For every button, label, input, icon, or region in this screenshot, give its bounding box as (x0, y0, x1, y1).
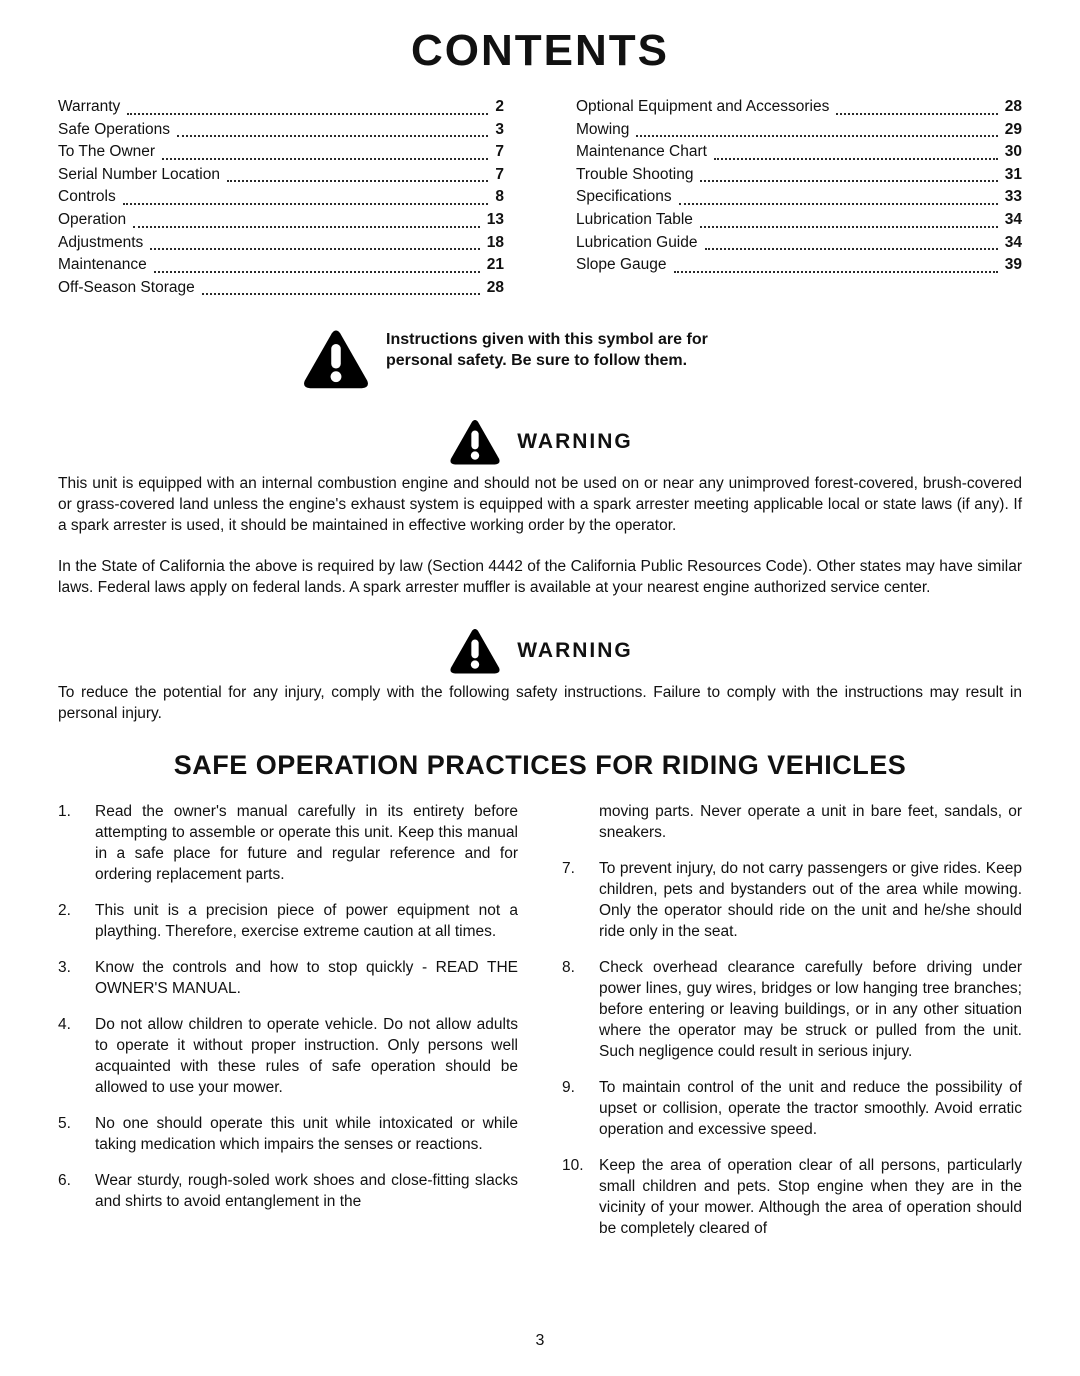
item-number: 7. (562, 860, 575, 878)
toc-entry-page: 13 (486, 210, 504, 228)
toc-entry (58, 232, 504, 255)
toc-entry-label: Specifications (576, 188, 672, 206)
warning-icon (447, 419, 503, 465)
toc-entry-label: To The Owner (58, 143, 156, 161)
toc-entry-page: 7 (495, 165, 504, 183)
toc-entry (58, 96, 504, 119)
toc-dot-leader (123, 203, 489, 205)
toc-entry-label: Mowing (576, 120, 630, 138)
toc-dot-leader (700, 226, 998, 228)
toc-entry-label: Trouble Shooting (576, 165, 694, 183)
instructions-left-column (58, 801, 518, 1254)
toc-entry (58, 141, 504, 164)
item-number: 5. (58, 1115, 71, 1133)
toc-entry (576, 164, 1022, 187)
instructions-right-column (562, 801, 1022, 1254)
list-item (562, 1155, 1022, 1239)
item-number: 9. (562, 1079, 575, 1097)
list-item (58, 900, 518, 942)
item-6-continuation: moving parts. Never operate a unit in bare feet, sandals, or sneakers. (599, 803, 1022, 842)
toc-entry-label: Lubrication Table (576, 210, 693, 228)
toc-entry-label: Maintenance (58, 256, 147, 274)
toc-entry-label: Slope Gauge (576, 256, 667, 274)
toc-dot-leader (836, 113, 997, 115)
list-item (58, 1113, 518, 1155)
item-number: 4. (58, 1016, 71, 1034)
toc-entry (576, 119, 1022, 142)
toc-dot-leader (162, 158, 488, 160)
item-text: Do not allow children to operate vehicle. Do not allow adults to operate it without proper instruction. Only persons well acquainted with these rules of safe operation should be allowed to use your mower. (95, 1016, 518, 1097)
item-text: To prevent injury, do not carry passengers or give rides. Keep children, pets and bystanders out of the area while mowing. Only the operator should ride on the unit and he/she should ride only in the seat. (599, 860, 1022, 941)
toc-entry (58, 186, 504, 209)
toc-dot-leader (127, 113, 488, 115)
toc-entry-label: Controls (58, 188, 116, 206)
toc-dot-leader (202, 293, 480, 295)
toc-entry-page: 28 (486, 278, 504, 296)
toc-entry-label: Maintenance Chart (576, 143, 707, 161)
safety-instructions-columns (58, 801, 1022, 1254)
toc-dot-leader (133, 226, 480, 228)
spark-arrester-paragraph: This unit is equipped with an internal combustion engine and should not be used on or near any unimproved forest-covered, brush-covered or grass-covered land unless the engine's exhaust system is equipped with a spark arrester meeting applicable local or state laws (if any). If a spark arrester is used, it should be maintained in effective working order by the operator. (58, 475, 1022, 535)
item-text: Know the controls and how to stop quickly - READ THE OWNER'S MANUAL. (95, 959, 518, 998)
toc-dot-leader (700, 180, 997, 182)
toc-entry-page: 21 (486, 256, 504, 274)
toc-entry-page: 7 (495, 143, 504, 161)
item-text: Check overhead clearance carefully before driving under power lines, guy wires, bridges or low hanging tree branches; before entering or leaving buildings, or in any other situation where the operator may be struck or pulled from the unit. Such negligence could result in serious injury. (599, 959, 1022, 1061)
warning-icon (447, 628, 503, 674)
item-text: To maintain control of the unit and reduce the possibility of upset or collision, operate the tractor smoothly. Avoid erratic operation and excessive speed. (599, 1079, 1022, 1139)
toc-entry (58, 119, 504, 142)
page-number: 3 (535, 1332, 545, 1349)
warning-label: WARNING (517, 430, 633, 454)
toc-entry-page: 3 (495, 120, 504, 138)
toc-left-column (58, 96, 504, 299)
toc-dot-leader (714, 158, 998, 160)
toc-entry (576, 96, 1022, 119)
item-number: 2. (58, 902, 71, 920)
toc-entry-page: 2 (495, 98, 504, 115)
toc-dot-leader (154, 271, 480, 273)
item-text: Keep the area of operation clear of all persons, particularly small children and pets. Stop engine when they are in the vicinity of your mower. Although the area of operation should be completely cleared of (599, 1157, 1022, 1238)
toc-entry (576, 209, 1022, 232)
toc-entry (576, 141, 1022, 164)
safety-symbol-note (58, 329, 1022, 389)
item-text: No one should operate this unit while intoxicated or while taking medication which impairs the senses or reactions. (95, 1115, 518, 1154)
toc-entry (576, 232, 1022, 255)
toc-dot-leader (150, 248, 479, 250)
list-item (562, 1077, 1022, 1140)
list-item (58, 1014, 518, 1098)
toc-entry-label: Optional Equipment and Accessories (576, 98, 830, 115)
item-number: 3. (58, 959, 71, 977)
toc-entry-page: 28 (1004, 98, 1022, 115)
warning-header-spark (58, 419, 1022, 465)
california-law-paragraph: In the State of California the above is required by law (Section 4442 of the California Public Resources Code). Other states may have similar laws. Federal laws apply on federal lands. A spark arrester muffler is available at your nearest engine authorized service center. (58, 558, 1022, 597)
item-number: 6. (58, 1172, 71, 1190)
toc-right-column (576, 96, 1022, 299)
list-item (562, 858, 1022, 942)
toc-entry (58, 209, 504, 232)
safe-operation-heading: SAFE OPERATION PRACTICES FOR RIDING VEHICLES (173, 750, 907, 781)
toc-dot-leader (679, 203, 998, 205)
list-item (58, 801, 518, 885)
toc-entry-page: 39 (1004, 256, 1022, 274)
table-of-contents (58, 96, 1022, 299)
toc-entry-page: 29 (1004, 120, 1022, 138)
toc-dot-leader (227, 180, 488, 182)
toc-entry (576, 186, 1022, 209)
item-number: 1. (58, 803, 71, 821)
item-text: This unit is a precision piece of power equipment not a plaything. Therefore, exercise extreme caution at all times. (95, 902, 518, 941)
warning-header-safety (58, 628, 1022, 674)
toc-entry (576, 254, 1022, 277)
toc-entry-label: Off-Season Storage (58, 278, 195, 296)
toc-dot-leader (705, 248, 998, 250)
toc-entry-label: Safe Operations (58, 120, 171, 138)
toc-entry-page: 33 (1004, 188, 1022, 206)
list-item (58, 957, 518, 999)
toc-entry-page: 34 (1004, 210, 1022, 228)
toc-entry-page: 34 (1004, 233, 1022, 251)
item-text: Read the owner's manual carefully in its entirety before attempting to assemble or operate this unit. Keep this manual in a safe place for future and regular reference and for ordering replacement parts. (95, 803, 518, 884)
list-item (562, 957, 1022, 1062)
toc-entry-label: Lubrication Guide (576, 233, 698, 251)
item-number: 10. (562, 1157, 584, 1175)
toc-entry-label: Serial Number Location (58, 165, 220, 183)
safety-note-text: Instructions given with this symbol are for personal safety. Be sure to follow them. (386, 331, 708, 370)
page-title: CONTENTS (411, 26, 669, 75)
safety-alert-icon (302, 329, 370, 389)
toc-entry-page: 18 (486, 233, 504, 251)
item-number: 8. (562, 959, 575, 977)
toc-dot-leader (674, 271, 998, 273)
item-text: Wear sturdy, rough-soled work shoes and close-fitting slacks and shirts to avoid entanglement in the (95, 1172, 518, 1211)
toc-entry-page: 30 (1004, 143, 1022, 161)
toc-entry-page: 31 (1004, 165, 1022, 183)
toc-entry-label: Operation (58, 210, 127, 228)
injury-warning-paragraph: To reduce the potential for any injury, comply with the following safety instructions. Failure to comply with the instructions may result in personal injury. (58, 684, 1022, 723)
toc-entry-label: Adjustments (58, 233, 144, 251)
toc-entry (58, 164, 504, 187)
toc-dot-leader (177, 135, 488, 137)
toc-entry (58, 277, 504, 300)
toc-entry-label: Warranty (58, 98, 121, 115)
toc-dot-leader (636, 135, 997, 137)
toc-entry (58, 254, 504, 277)
warning-label: WARNING (517, 639, 633, 663)
toc-entry-page: 8 (495, 188, 504, 206)
list-item (58, 1170, 518, 1212)
